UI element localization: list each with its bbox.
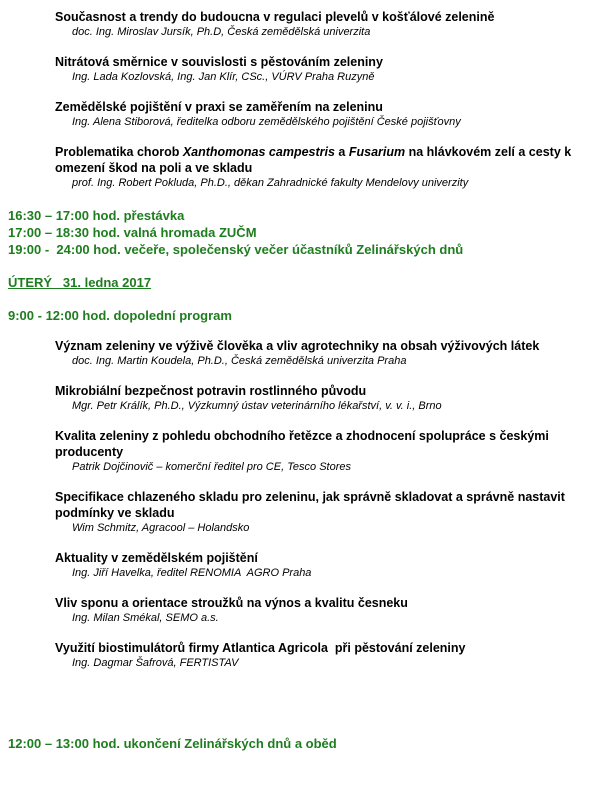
talk-item — [55, 99, 590, 129]
talk-title: Zemědělské pojištění v praxi se zaměřením na zeleninu — [55, 100, 383, 114]
schedule-line: 16:30 – 17:00 hod. přestávka — [8, 208, 185, 223]
evening-schedule — [8, 207, 590, 258]
talk-title: Současnost a trendy do budoucna v regulaci plevelů v košťálové zelenině — [55, 10, 495, 24]
talk-speaker: Wim Schmitz, Agracool – Holandsko — [72, 522, 250, 534]
talk-title-segment: a — [334, 145, 349, 159]
talk-item — [55, 489, 590, 535]
talk-title-segment: Fusarium — [348, 145, 406, 159]
talk-title: Vliv sponu a orientace stroužků na výnos a kvalitu česneku — [55, 596, 408, 610]
talk-item — [55, 383, 590, 413]
talk-item — [55, 338, 590, 368]
talk-speaker: Mgr. Petr Králík, Ph.D., Výzkumný ústav veterinárního lékařství, v. v. i., Brno — [72, 400, 442, 412]
talk-speaker: prof. Ing. Robert Pokluda, Ph.D., děkan Zahradnické fakulty Mendelovy univerzity — [72, 177, 469, 189]
day-heading: ÚTERÝ 31. ledna 2017 — [8, 275, 152, 290]
talk-item — [55, 144, 590, 190]
talk-title — [55, 144, 590, 176]
talk-title: Mikrobiální bezpečnost potravin rostlinného původu — [55, 384, 367, 398]
closing-line: 12:00 – 13:00 hod. ukončení Zelinářských dnů a oběd — [8, 736, 337, 751]
talk-speaker: Patrik Dojčinovič – komerční ředitel pro CE, Tesco Stores — [72, 461, 351, 473]
talk-item — [55, 9, 590, 39]
talk-speaker: Ing. Milan Smékal, SEMO a.s. — [72, 612, 219, 624]
schedule-line: 17:00 – 18:30 hod. valná hromada ZUČM — [8, 225, 257, 240]
session-heading: 9:00 - 12:00 hod. dopolední program — [8, 308, 232, 323]
talk-speaker: Ing. Alena Stiborová, ředitelka odboru zemědělského pojištění České pojišťovny — [72, 116, 461, 128]
talk-title: Význam zeleniny ve výživě člověka a vliv agrotechniky na obsah výživových látek — [55, 339, 540, 353]
talk-title: Nitrátová směrnice v souvislosti s pěstováním zeleniny — [55, 55, 383, 69]
talk-title: Aktuality v zemědělském pojištění — [55, 551, 258, 565]
schedule-line: 19:00 - 24:00 hod. večeře, společenský večer účastníků Zelinářských dnů — [8, 242, 464, 257]
talk-title-segment: Xanthomonas campestris — [182, 145, 335, 159]
talk-title: Specifikace chlazeného skladu pro zeleninu, jak správně skladovat a správně nastavit podmínky ve skladu — [55, 490, 569, 520]
talk-speaker: doc. Ing. Martin Koudela, Ph.D., Česká zemědělská univerzita Praha — [72, 355, 407, 367]
talk-item — [55, 550, 590, 580]
talk-title: Kvalita zeleniny z pohledu obchodního řetězce a zhodnocení spolupráce s českými producenty — [55, 429, 553, 459]
talk-speaker: Ing. Dagmar Šafrová, FERTISTAV — [72, 657, 239, 669]
talk-speaker: doc. Ing. Miroslav Jursík, Ph.D, Česká zemědělská univerzita — [72, 26, 371, 38]
talk-item — [55, 54, 590, 84]
talk-item — [55, 428, 590, 474]
talk-title: Využití biostimulátorů firmy Atlantica Agricola při pěstování zeleniny — [55, 641, 466, 655]
talk-item — [55, 595, 590, 625]
talk-title-segment: Problematika chorob — [55, 145, 183, 159]
talk-title-segment: na hlávkovém zelí a cesty k omezení škod na poli a ve skladu — [55, 145, 575, 175]
talk-item — [55, 640, 590, 670]
talk-speaker: Ing. Lada Kozlovská, Ing. Jan Klír, CSc., VÚRV Praha Ruzyně — [72, 71, 375, 83]
talk-speaker: Ing. Jiří Havelka, ředitel RENOMIA AGRO Praha — [72, 567, 312, 579]
